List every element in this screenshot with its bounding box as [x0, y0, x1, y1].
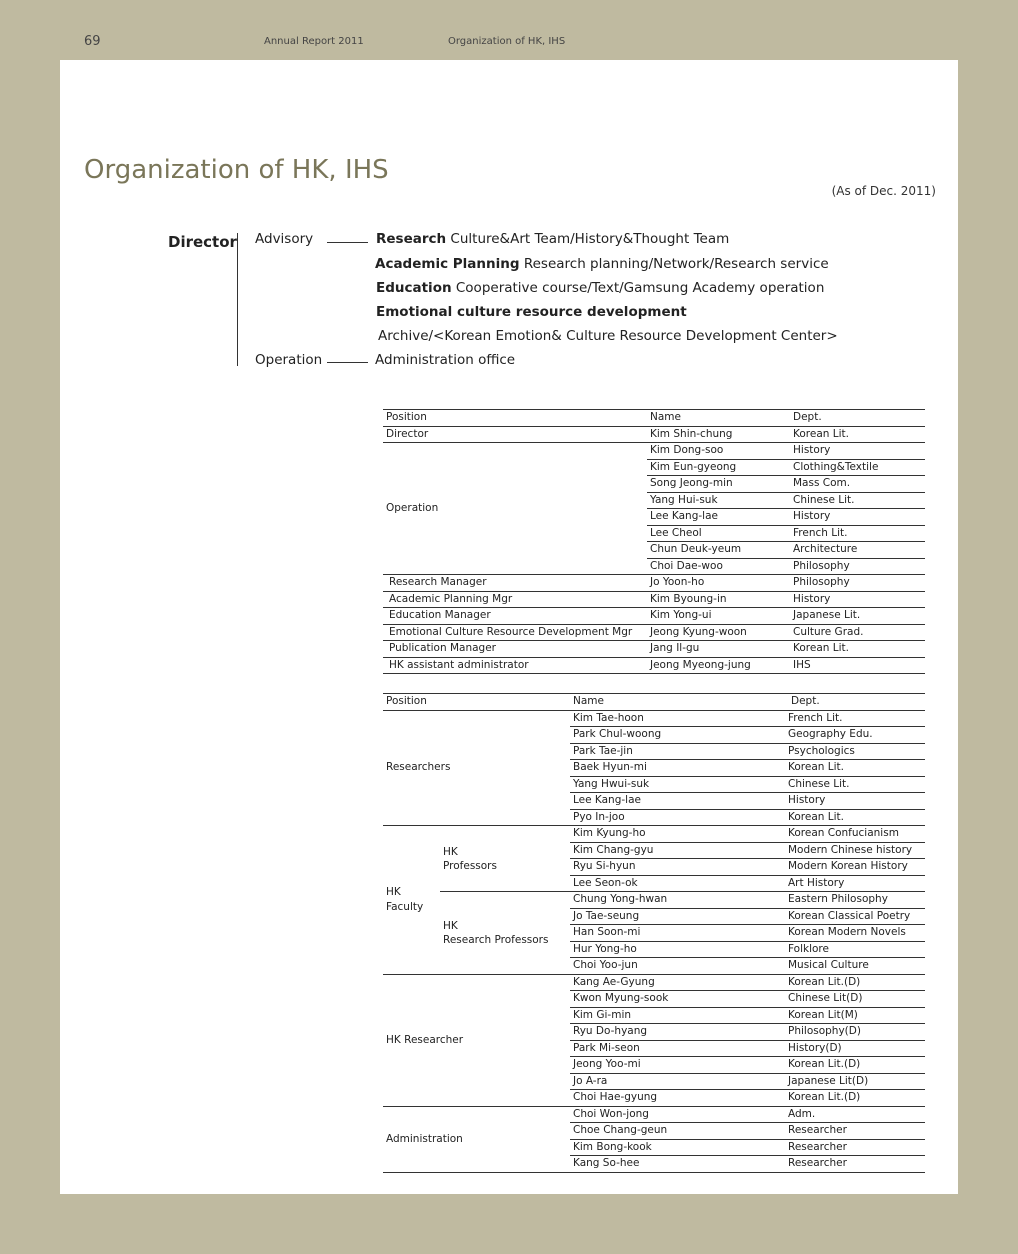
dept-cell: Japanese Lit. — [790, 608, 925, 625]
team-research: Research Culture&Art Team/History&Thought Team — [376, 231, 730, 247]
dept-cell: History(D) — [785, 1040, 925, 1057]
dept-cell: French Lit. — [790, 525, 925, 542]
dept-cell: Korean Lit. — [790, 426, 925, 443]
name-cell: Jo A-ra — [570, 1073, 785, 1090]
name-cell: Lee Kang-lae — [647, 509, 790, 526]
name-cell: Pyo In-joo — [570, 809, 785, 826]
name-cell: Yang Hui-suk — [647, 492, 790, 509]
col-dept: Dept. — [790, 410, 925, 427]
dept-cell: Korean Lit(M) — [785, 1007, 925, 1024]
dept-cell: Korean Lit. — [785, 760, 925, 777]
name-cell: Choi Yoo-jun — [570, 958, 785, 975]
dept-cell: Mass Com. — [790, 476, 925, 493]
advisory-label: Advisory — [255, 231, 314, 247]
name-cell: Park Tae-jin — [570, 743, 785, 760]
chart-vertical-line — [237, 233, 238, 366]
dept-cell: Geography Edu. — [785, 727, 925, 744]
table-row — [383, 641, 925, 658]
dept-cell: Researcher — [785, 1156, 925, 1173]
team-education: Education Cooperative course/Text/Gamsung Academy operation — [376, 280, 825, 296]
table-row — [383, 892, 925, 909]
dept-cell: Korean Lit. — [790, 641, 925, 658]
dept-cell: Korean Modern Novels — [785, 925, 925, 942]
position-cell: Education Manager — [383, 608, 647, 625]
name-cell: Lee Seon-ok — [570, 875, 785, 892]
name-cell: Kim Byoung-in — [647, 591, 790, 608]
dept-cell: Philosophy(D) — [785, 1024, 925, 1041]
table-row — [383, 575, 925, 592]
page-title: Organization of HK, IHS — [84, 155, 389, 185]
dept-cell: Modern Chinese history — [785, 842, 925, 859]
dept-cell: Psychologics — [785, 743, 925, 760]
dept-cell: Chinese Lit(D) — [785, 991, 925, 1008]
position-cell: Publication Manager — [383, 641, 647, 658]
group-administration: Administration — [383, 1106, 570, 1172]
dept-cell: Architecture — [790, 542, 925, 559]
dept-cell: Chinese Lit. — [790, 492, 925, 509]
dept-cell: Korean Classical Poetry — [785, 908, 925, 925]
advisory-connector — [327, 242, 368, 243]
dept-cell: Modern Korean History — [785, 859, 925, 876]
table-header — [383, 694, 925, 711]
dept-cell: Korean Confucianism — [785, 826, 925, 843]
name-cell: Jeong Myeong-jung — [647, 657, 790, 674]
name-cell: Yang Hwui-suk — [570, 776, 785, 793]
table-row — [383, 591, 925, 608]
dept-cell: Japanese Lit(D) — [785, 1073, 925, 1090]
col-name: Name — [570, 694, 785, 711]
table-row — [383, 1106, 925, 1123]
dept-cell: Philosophy — [790, 558, 925, 575]
staff-table — [383, 409, 925, 674]
group-hk-faculty: HK Faculty — [383, 826, 440, 975]
team-emotional-culture: Emotional culture resource development — [376, 304, 687, 320]
name-cell: Hur Yong-ho — [570, 941, 785, 958]
col-dept: Dept. — [785, 694, 925, 711]
table-row — [383, 608, 925, 625]
section-label: Organization of HK, IHS — [448, 36, 566, 47]
col-position: Position — [383, 410, 647, 427]
name-cell: Ryu Si-hyun — [570, 859, 785, 876]
report-label: Annual Report 2011 — [264, 36, 364, 47]
dept-cell: Chinese Lit. — [785, 776, 925, 793]
name-cell: Lee Cheol — [647, 525, 790, 542]
table-row — [383, 657, 925, 674]
name-cell: Kim Eun-gyeong — [647, 459, 790, 476]
position-cell: Academic Planning Mgr — [383, 591, 647, 608]
position-cell: Director — [383, 426, 647, 443]
director-label: Director — [168, 233, 237, 251]
name-cell: Baek Hyun-mi — [570, 760, 785, 777]
research-staff-table — [383, 693, 925, 1173]
position-cell: Emotional Culture Resource Development Mgr — [383, 624, 647, 641]
dept-cell: Eastern Philosophy — [785, 892, 925, 909]
dept-cell: Korean Lit.(D) — [785, 1057, 925, 1074]
operation-label: Operation — [255, 352, 323, 368]
dept-cell: Musical Culture — [785, 958, 925, 975]
name-cell: Kang Ae-Gyung — [570, 974, 785, 991]
name-cell: Jo Yoon-ho — [647, 575, 790, 592]
col-position: Position — [383, 694, 570, 711]
name-cell: Song Jeong-min — [647, 476, 790, 493]
table-row — [383, 443, 925, 460]
table-row — [383, 826, 925, 843]
name-cell: Kim Yong-ui — [647, 608, 790, 625]
dept-cell: Philosophy — [790, 575, 925, 592]
name-cell: Jo Tae-seung — [570, 908, 785, 925]
dept-cell: Korean Lit. — [785, 809, 925, 826]
name-cell: Jang Il-gu — [647, 641, 790, 658]
dept-cell: Adm. — [785, 1106, 925, 1123]
dept-cell: Folklore — [785, 941, 925, 958]
table-row — [383, 974, 925, 991]
dept-cell: Culture Grad. — [790, 624, 925, 641]
admin-office: Administration office — [375, 352, 516, 368]
subgroup-hk-professors: HK Professors — [440, 826, 570, 892]
team-academic-planning: Academic Planning Research planning/Network/Research service — [375, 256, 829, 272]
name-cell: Kim Kyung-ho — [570, 826, 785, 843]
group-researchers: Researchers — [383, 710, 570, 826]
dept-cell: Korean Lit.(D) — [785, 974, 925, 991]
dept-cell: Korean Lit.(D) — [785, 1090, 925, 1107]
dept-cell: History — [785, 793, 925, 810]
dept-cell: History — [790, 443, 925, 460]
team-archive: Archive/<Korean Emotion& Culture Resource Development Center> — [378, 328, 838, 344]
as-of-date: (As of Dec. 2011) — [831, 184, 936, 198]
dept-cell: Clothing&Textile — [790, 459, 925, 476]
name-cell: Ryu Do-hyang — [570, 1024, 785, 1041]
name-cell: Park Mi-seon — [570, 1040, 785, 1057]
dept-cell: IHS — [790, 657, 925, 674]
name-cell: Jeong Yoo-mi — [570, 1057, 785, 1074]
name-cell: Kim Dong-soo — [647, 443, 790, 460]
dept-cell: Art History — [785, 875, 925, 892]
page-number: 69 — [84, 34, 101, 49]
table-row — [383, 710, 925, 727]
dept-cell: French Lit. — [785, 710, 925, 727]
dept-cell: Researcher — [785, 1123, 925, 1140]
dept-cell: Researcher — [785, 1139, 925, 1156]
name-cell: Kim Shin-chung — [647, 426, 790, 443]
name-cell: Kim Chang-gyu — [570, 842, 785, 859]
operation-connector — [327, 362, 368, 363]
table-row — [383, 624, 925, 641]
name-cell: Kwon Myung-sook — [570, 991, 785, 1008]
dept-cell: History — [790, 509, 925, 526]
name-cell: Choi Won-jong — [570, 1106, 785, 1123]
group-hk-researcher: HK Researcher — [383, 974, 570, 1106]
dept-cell: History — [790, 591, 925, 608]
name-cell: Kim Tae-hoon — [570, 710, 785, 727]
name-cell: Jeong Kyung-woon — [647, 624, 790, 641]
table-row — [383, 426, 925, 443]
name-cell: Choe Chang-geun — [570, 1123, 785, 1140]
name-cell: Chung Yong-hwan — [570, 892, 785, 909]
name-cell: Han Soon-mi — [570, 925, 785, 942]
position-cell: Research Manager — [383, 575, 647, 592]
name-cell: Chun Deuk-yeum — [647, 542, 790, 559]
name-cell: Kim Gi-min — [570, 1007, 785, 1024]
table-header — [383, 410, 925, 427]
name-cell: Choi Hae-gyung — [570, 1090, 785, 1107]
name-cell: Kang So-hee — [570, 1156, 785, 1173]
name-cell: Lee Kang-lae — [570, 793, 785, 810]
position-cell: Operation — [383, 443, 647, 575]
name-cell: Park Chul-woong — [570, 727, 785, 744]
col-name: Name — [647, 410, 790, 427]
subgroup-hk-research-professors: HK Research Professors — [440, 892, 570, 975]
name-cell: Kim Bong-kook — [570, 1139, 785, 1156]
position-cell: HK assistant administrator — [383, 657, 647, 674]
name-cell: Choi Dae-woo — [647, 558, 790, 575]
